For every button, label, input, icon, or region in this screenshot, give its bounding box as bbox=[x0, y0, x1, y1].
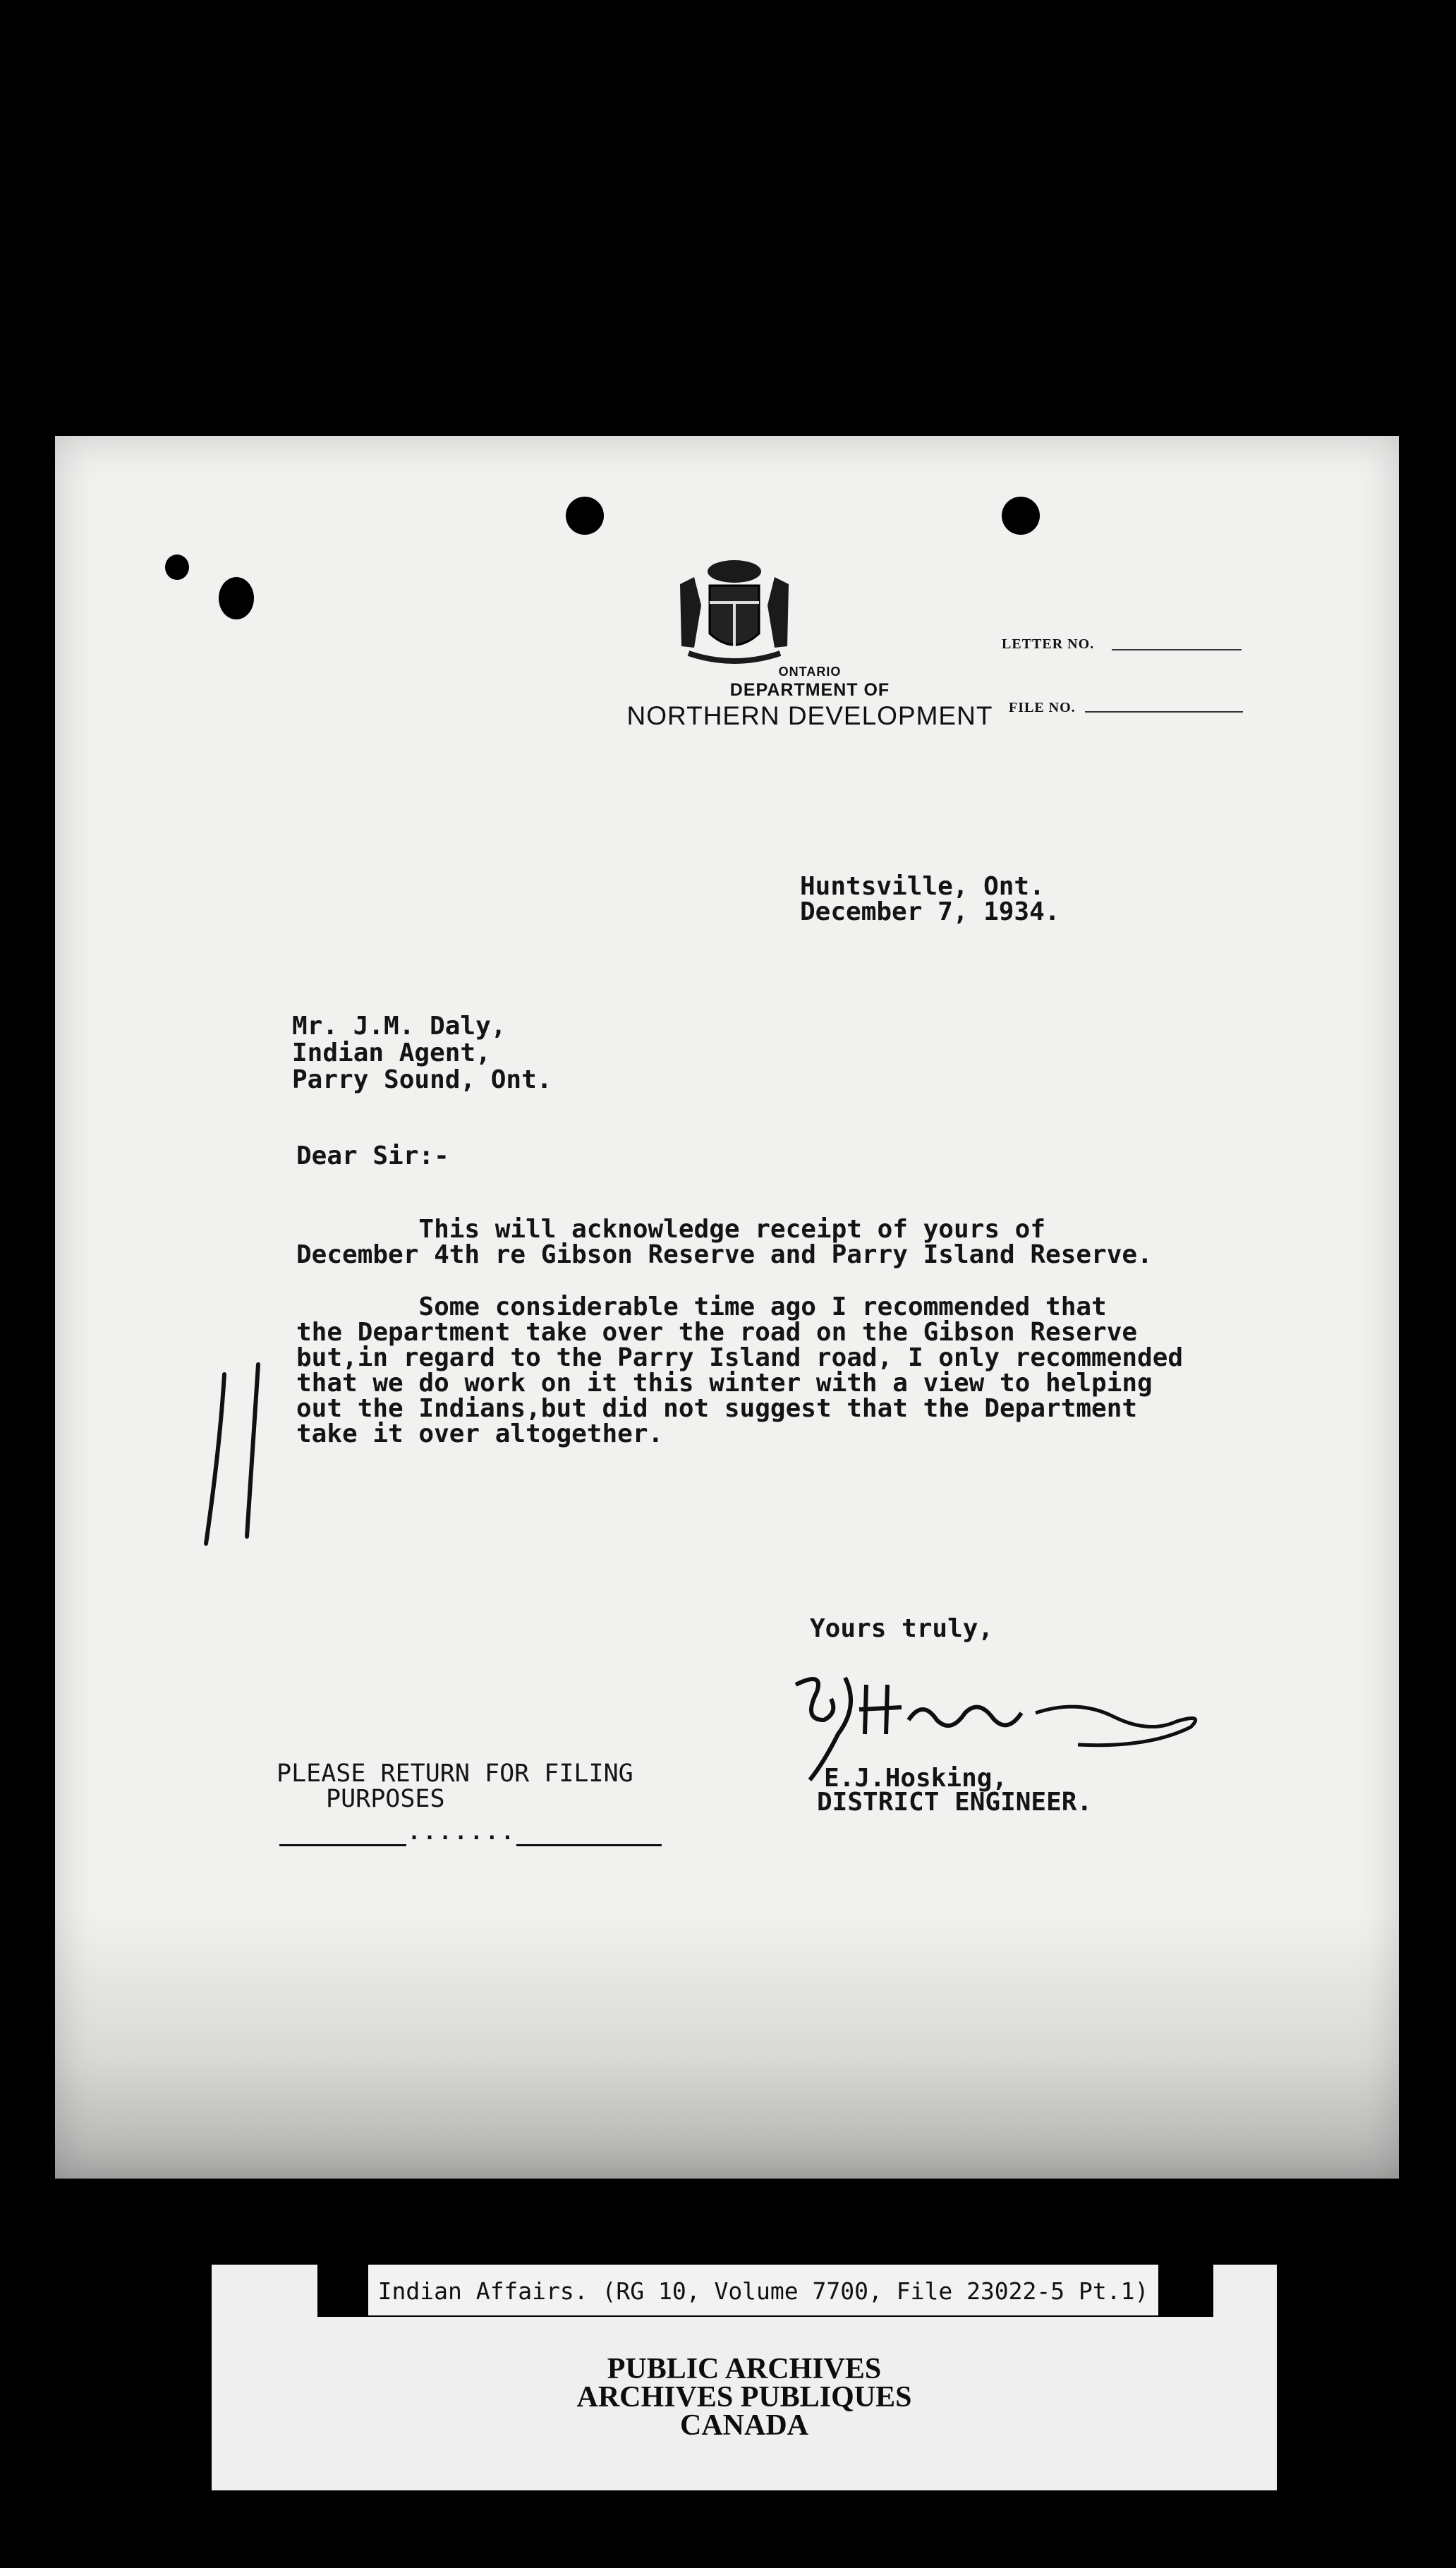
archive-reference: Indian Affairs. (RG 10, Volume 7700, File 23022-5 Pt.1) bbox=[377, 2277, 1149, 2305]
signer-title: DISTRICT ENGINEER. bbox=[817, 1788, 1093, 1817]
punch-hole bbox=[1002, 497, 1040, 535]
filing-rule-right bbox=[516, 1844, 662, 1846]
recipient-name: Mr. J.M. Daly, bbox=[292, 1012, 506, 1041]
dateline-date: December 7, 1934. bbox=[800, 897, 1060, 926]
letter-page bbox=[55, 436, 1399, 2179]
filing-note-line1: PLEASE RETURN FOR FILING bbox=[277, 1760, 633, 1788]
body-paragraph-line: out the Indians,but did not suggest that the Department bbox=[296, 1394, 1138, 1423]
valediction: Yours truly, bbox=[810, 1614, 994, 1643]
body-paragraph-line: take it over altogether. bbox=[296, 1419, 664, 1448]
ontario-coat-of-arms-icon bbox=[660, 556, 808, 669]
letter-no-label: LETTER NO. bbox=[1002, 636, 1095, 652]
body-paragraph-line: the Department take over the road on the Gibson Reserve bbox=[296, 1318, 1138, 1347]
paper-tear bbox=[165, 555, 189, 580]
body-paragraph-line: but,in regard to the Parry Island road, I only recommended bbox=[296, 1343, 1184, 1372]
file-no-label: FILE NO. bbox=[1009, 700, 1076, 715]
filing-rule-left bbox=[279, 1844, 406, 1846]
letterhead-province: ONTARIO bbox=[778, 665, 842, 679]
body-paragraph-line: This will acknowledge receipt of yours of bbox=[296, 1215, 1046, 1244]
body-paragraph-line: that we do work on it this winter with a view to helping bbox=[296, 1369, 1153, 1398]
archive-line1: PUBLIC ARCHIVES bbox=[607, 2353, 882, 2385]
signer-name: E.J.Hosking, bbox=[824, 1764, 1008, 1793]
handwritten-margin-mark bbox=[196, 1360, 274, 1551]
filing-dots: ....... bbox=[408, 1820, 517, 1845]
letterhead-department-of: DEPARTMENT OF bbox=[729, 680, 890, 700]
file-no-line bbox=[1085, 711, 1243, 713]
letterhead-department-name: NORTHERN DEVELOPMENT bbox=[626, 701, 993, 730]
body-paragraph-line: Some considerable time ago I recommended that bbox=[296, 1292, 1107, 1321]
paper-tear bbox=[219, 577, 254, 619]
archive-line2: ARCHIVES PUBLIQUES bbox=[576, 2381, 912, 2413]
punch-hole bbox=[566, 497, 604, 535]
archive-line3: CANADA bbox=[680, 2409, 808, 2442]
dateline-place: Huntsville, Ont. bbox=[800, 872, 1045, 901]
archive-reference-strip bbox=[368, 2265, 1158, 2315]
salutation: Dear Sir:- bbox=[296, 1141, 449, 1170]
recipient-address: Parry Sound, Ont. bbox=[292, 1065, 552, 1094]
recipient-title: Indian Agent, bbox=[292, 1038, 491, 1067]
body-paragraph-line: December 4th re Gibson Reserve and Parry Island Reserve. bbox=[296, 1240, 1153, 1269]
filing-note-line2: PURPOSES bbox=[326, 1785, 445, 1813]
letter-no-line bbox=[1112, 649, 1242, 650]
